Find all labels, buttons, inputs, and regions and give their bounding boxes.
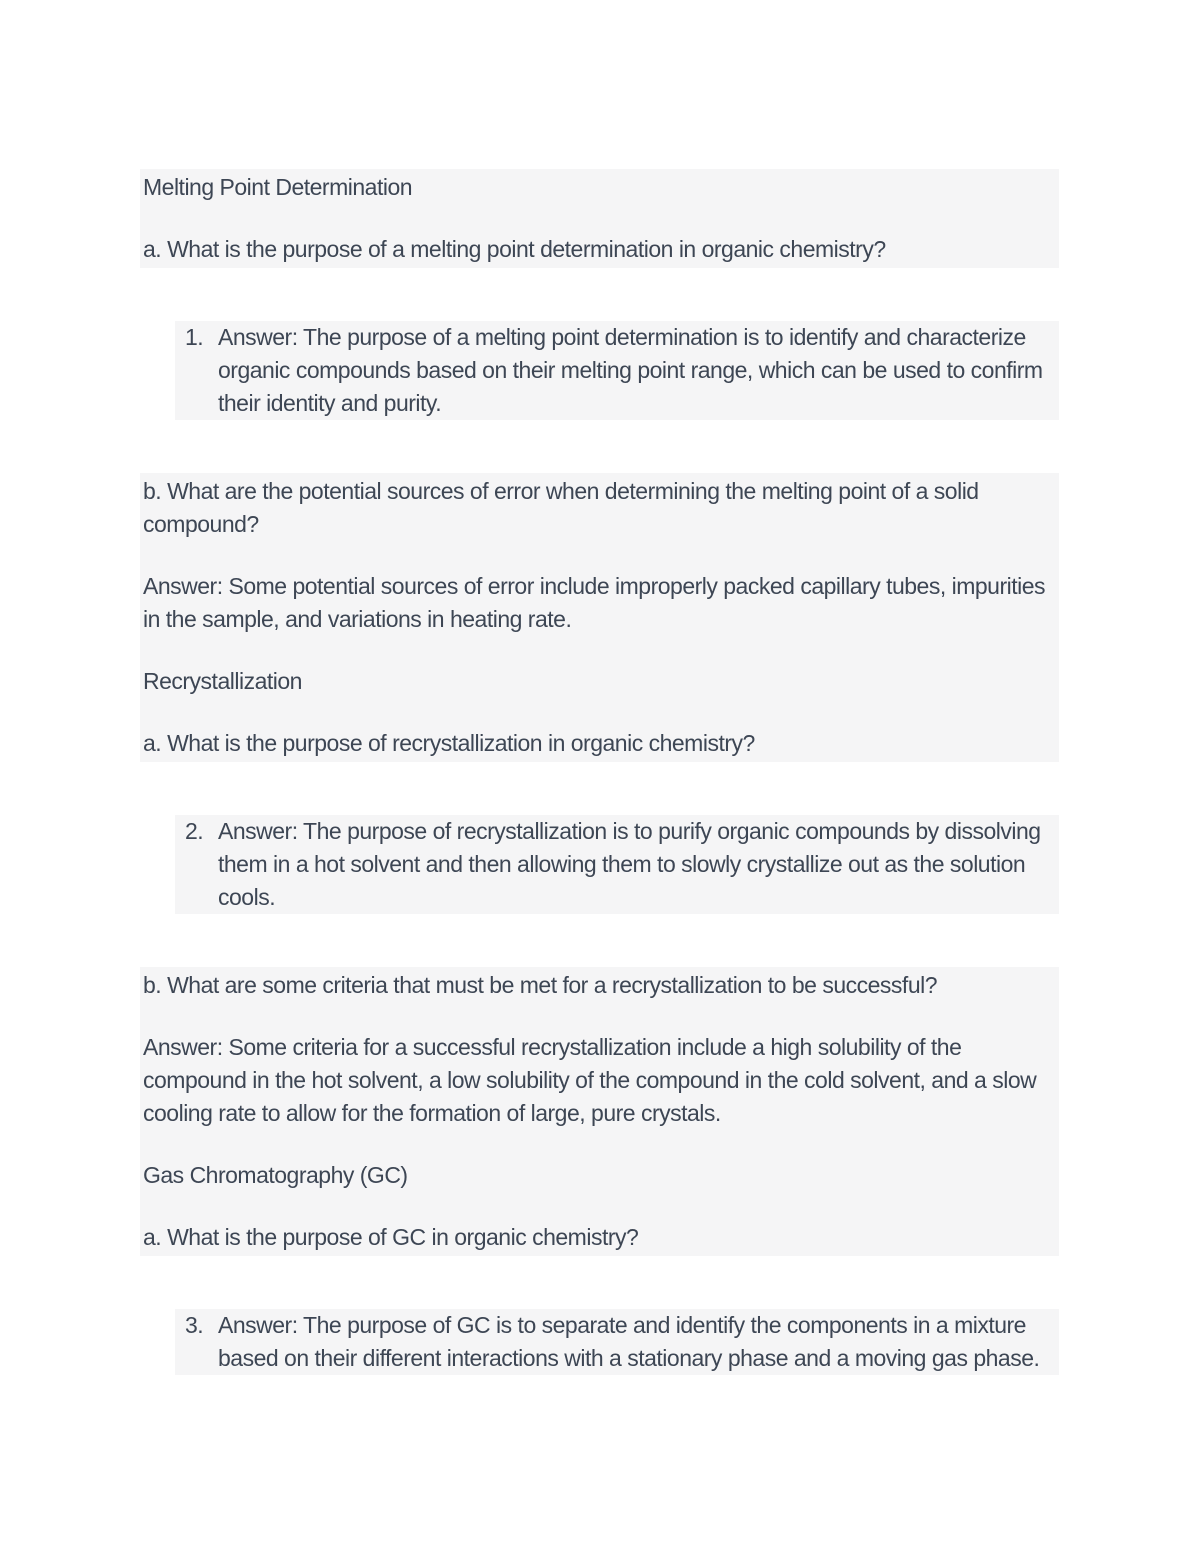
answer-item-2 (175, 815, 1059, 914)
question-paragraph: a. What is the purpose of a melting point determination in organic chemistry? (143, 236, 886, 262)
answer-item-1 (175, 321, 1059, 420)
list-number: 1. (185, 324, 204, 350)
answer-item-3 (175, 1309, 1059, 1375)
section-heading: Melting Point Determination (143, 174, 413, 200)
question-paragraph: a. What is the purpose of recrystallization in organic chemistry? (143, 730, 755, 756)
section-heading: Gas Chromatography (GC) (143, 1162, 408, 1188)
question-block-melting-point (140, 169, 1059, 268)
question-paragraph: b. What are the potential sources of error when determining the melting point of a solid compound? (143, 478, 979, 537)
answer-text: Answer: The purpose of a melting point determination is to identify and characterize organic compounds based on their melting point range, which can be used to confirm their identity and purity. (218, 324, 1043, 416)
question-block-melting-point-errors (140, 473, 1059, 762)
answer-text: Answer: The purpose of GC is to separate and identify the components in a mixture based on their different interactions with a stationary phase and a moving gas phase. (218, 1312, 1040, 1371)
list-number: 2. (185, 818, 204, 844)
answer-paragraph: Answer: Some criteria for a successful recrystallization include a high solubility of the compound in the hot solvent, a low solubility of the compound in the cold solvent, and a slow cooling rate to allow for the formation of large, pure crystals. (143, 1034, 1037, 1126)
answer-paragraph: Answer: Some potential sources of error include improperly packed capillary tubes, impurities in the sample, and variations in heating rate. (143, 573, 1046, 632)
question-block-recrystallization-criteria (140, 967, 1059, 1256)
answer-text: Answer: The purpose of recrystallization is to purify organic compounds by dissolving them in a hot solvent and then allowing them to slowly crystallize out as the solution cools. (218, 818, 1041, 910)
question-paragraph: b. What are some criteria that must be met for a recrystallization to be successful? (143, 972, 938, 998)
section-heading: Recrystallization (143, 668, 302, 694)
question-paragraph: a. What is the purpose of GC in organic chemistry? (143, 1224, 639, 1250)
document-content (140, 169, 1059, 1375)
list-number: 3. (185, 1312, 204, 1338)
